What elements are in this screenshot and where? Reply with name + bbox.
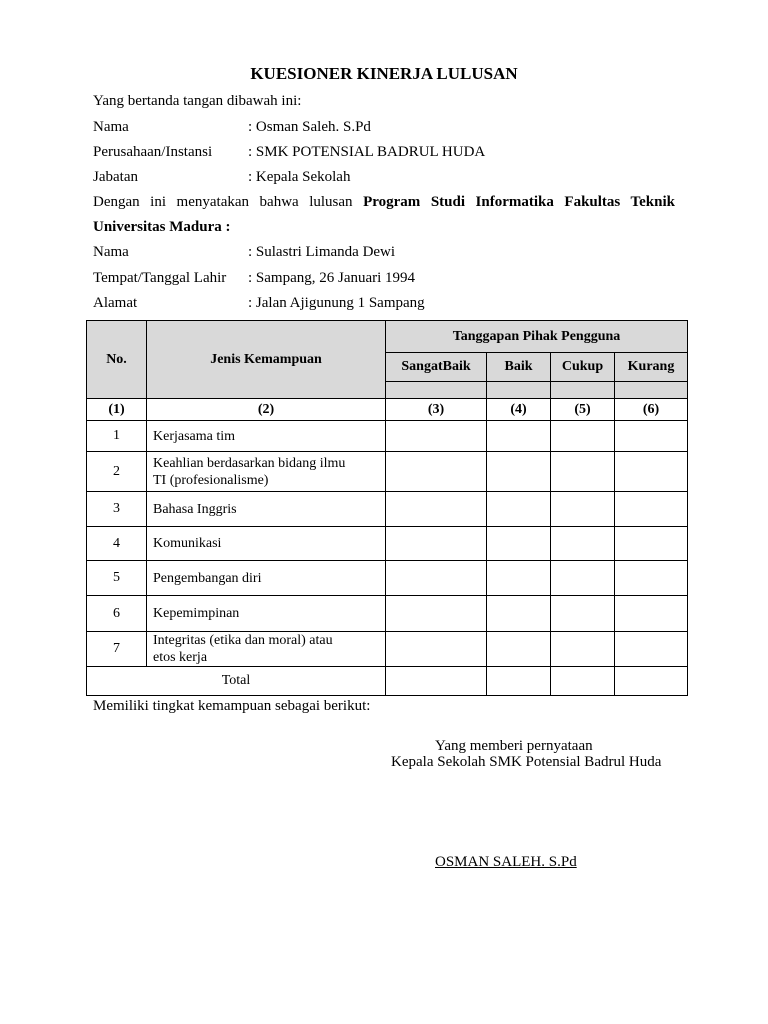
rating-cell[interactable] xyxy=(615,561,688,596)
graduate-birth-value: : Sampang, 26 Januari 1994 xyxy=(248,270,416,286)
row-no: 2 xyxy=(87,452,147,492)
row-no: 7 xyxy=(87,632,147,667)
table-row xyxy=(87,527,688,561)
row-skill: Bahasa Inggris xyxy=(147,492,386,527)
rating-cell[interactable] xyxy=(615,452,688,492)
rating-cell[interactable] xyxy=(386,527,487,561)
header-baik: Baik xyxy=(487,353,551,382)
table-row xyxy=(87,421,688,452)
signer-name-value: : Osman Saleh. S.Pd xyxy=(248,119,371,135)
colnum-2: (2) xyxy=(147,399,386,421)
rating-cell[interactable] xyxy=(386,596,487,632)
row-no: 3 xyxy=(87,492,147,527)
total-cell[interactable] xyxy=(551,667,615,696)
graduate-address-label: Alamat xyxy=(93,295,138,311)
header-sangat-baik: SangatBaik xyxy=(386,353,487,382)
row-skill: Pengembangan diri xyxy=(147,561,386,596)
rating-cell[interactable] xyxy=(551,527,615,561)
rating-cell[interactable] xyxy=(487,527,551,561)
statement-prefix: Dengan ini menyatakan bahwa lulusan xyxy=(93,194,353,210)
total-label: Total xyxy=(87,667,386,696)
statement-university: Universitas Madura : xyxy=(93,219,231,235)
rating-cell[interactable] xyxy=(386,632,487,667)
row-skill: Kerjasama tim xyxy=(147,421,386,452)
colnum-5: (5) xyxy=(551,399,615,421)
table-row xyxy=(87,561,688,596)
signer-name-label: Nama xyxy=(93,119,129,135)
rating-cell[interactable] xyxy=(386,492,487,527)
total-cell[interactable] xyxy=(615,667,688,696)
header-skill: Jenis Kemampuan xyxy=(147,321,386,399)
table-header-row xyxy=(87,321,688,353)
rating-cell[interactable] xyxy=(487,421,551,452)
closing-text: Memiliki tingkat kemampuan sebagai berikut: xyxy=(93,698,371,714)
graduate-name-value: : Sulastri Limanda Dewi xyxy=(248,244,396,260)
signer-position-label: Jabatan xyxy=(93,169,138,185)
signer-position-value: : Kepala Sekolah xyxy=(248,169,351,185)
header-kurang: Kurang xyxy=(615,353,688,382)
rating-cell[interactable] xyxy=(487,492,551,527)
rating-cell[interactable] xyxy=(551,632,615,667)
rating-cell[interactable] xyxy=(615,632,688,667)
table-row xyxy=(87,632,688,667)
rating-cell[interactable] xyxy=(615,527,688,561)
row-no: 6 xyxy=(87,596,147,632)
table-row xyxy=(87,452,688,492)
graduate-name-label: Nama xyxy=(93,244,129,260)
header-no: No. xyxy=(87,321,147,399)
table-number-row xyxy=(87,399,688,421)
rating-cell[interactable] xyxy=(551,452,615,492)
table-row xyxy=(87,492,688,527)
assessment-table xyxy=(86,320,688,696)
rating-cell[interactable] xyxy=(551,561,615,596)
rating-cell[interactable] xyxy=(487,596,551,632)
table-total-row xyxy=(87,667,688,696)
colnum-1: (1) xyxy=(87,399,147,421)
intro-text: Yang bertanda tangan dibawah ini: xyxy=(93,93,302,109)
row-skill: Komunikasi xyxy=(147,527,386,561)
row-skill: Kepemimpinan xyxy=(147,596,386,632)
row-no: 1 xyxy=(87,421,147,452)
rating-cell[interactable] xyxy=(386,421,487,452)
signature-line-1: Yang memberi pernyataan xyxy=(435,738,593,754)
header-cukup: Cukup xyxy=(551,353,615,382)
rating-cell[interactable] xyxy=(386,561,487,596)
rating-cell[interactable] xyxy=(487,452,551,492)
signer-company-value: : SMK POTENSIAL BADRUL HUDA xyxy=(248,144,486,160)
rating-cell[interactable] xyxy=(551,421,615,452)
row-no: 4 xyxy=(87,527,147,561)
document-title: KUESIONER KINERJA LULUSAN xyxy=(250,64,518,83)
rating-cell[interactable] xyxy=(487,561,551,596)
table-row xyxy=(87,596,688,632)
signature-line-2: Kepala Sekolah SMK Potensial Badrul Huda xyxy=(391,754,662,770)
statement-program: Program Studi Informatika Fakultas Teknik xyxy=(363,194,675,210)
rating-cell[interactable] xyxy=(551,492,615,527)
total-cell[interactable] xyxy=(487,667,551,696)
rating-cell[interactable] xyxy=(615,492,688,527)
row-skill: Keahlian berdasarkan bidang ilmu TI (profesionalisme) xyxy=(147,452,386,492)
signer-company-label: Perusahaan/Instansi xyxy=(93,144,213,160)
rating-cell[interactable] xyxy=(386,452,487,492)
colnum-6: (6) xyxy=(615,399,688,421)
graduate-address-value: : Jalan Ajigunung 1 Sampang xyxy=(248,295,425,311)
row-no: 5 xyxy=(87,561,147,596)
rating-cell[interactable] xyxy=(551,596,615,632)
rating-cell[interactable] xyxy=(615,596,688,632)
total-cell[interactable] xyxy=(386,667,487,696)
graduate-birth-label: Tempat/Tanggal Lahir xyxy=(93,270,227,286)
rating-cell[interactable] xyxy=(487,632,551,667)
header-response-group: Tanggapan Pihak Pengguna xyxy=(386,321,688,353)
signature-name: OSMAN SALEH. S.Pd xyxy=(435,854,577,870)
rating-cell[interactable] xyxy=(615,421,688,452)
statement-line xyxy=(93,192,675,212)
row-skill: Integritas (etika dan moral) atau etos kerja xyxy=(147,632,386,667)
colnum-3: (3) xyxy=(386,399,487,421)
colnum-4: (4) xyxy=(487,399,551,421)
